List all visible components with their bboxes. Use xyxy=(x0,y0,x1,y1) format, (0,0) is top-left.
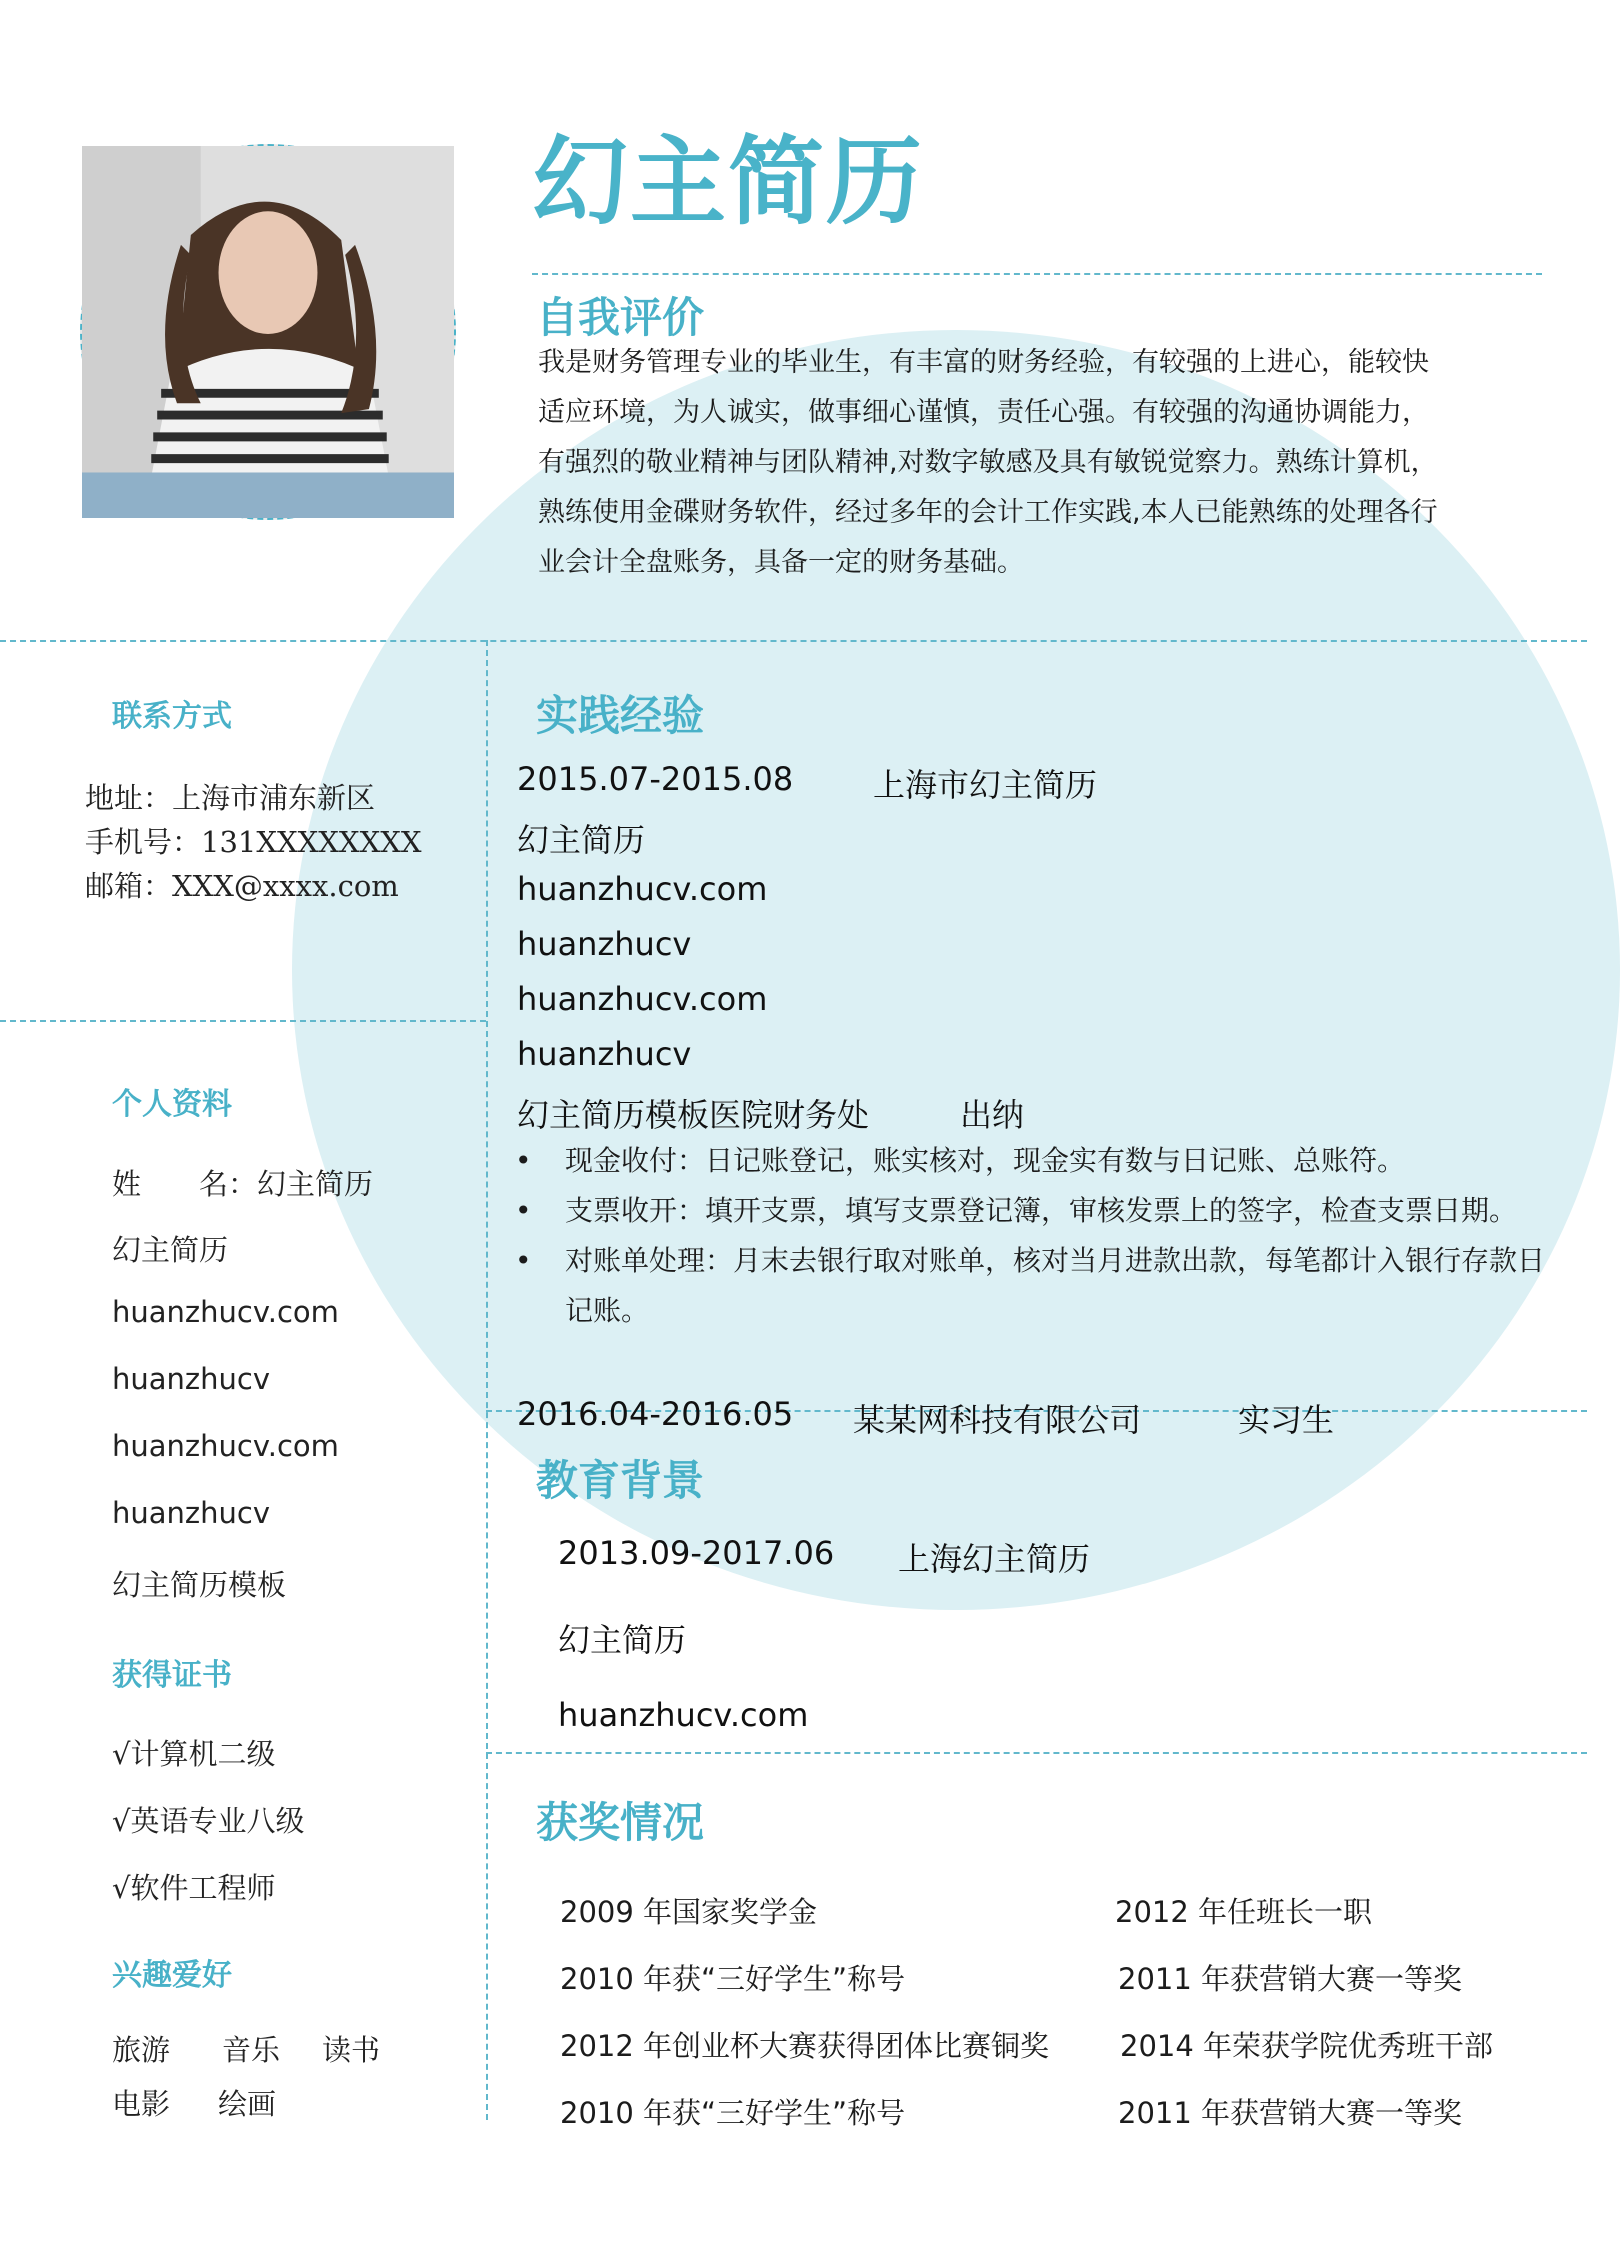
self-eval-line: 我是财务管理专业的毕业生，有丰富的财务经验，有较强的上进心，能较快 xyxy=(538,347,1429,378)
personal-item: 幻主简历模板 xyxy=(112,1568,287,1602)
contact-heading: 联系方式 xyxy=(112,699,232,734)
experience-duties xyxy=(515,1136,1545,1336)
divider-education-awards xyxy=(486,1752,1587,1754)
award-item: 2011 年获营销大赛一等奖 xyxy=(1118,2096,1463,2130)
profile-photo xyxy=(80,144,456,520)
personal-item: huanzhucv xyxy=(112,1362,270,1396)
personal-item: 幻主简历 xyxy=(112,1233,229,1267)
personal-heading: 个人资料 xyxy=(112,1087,232,1122)
experience-dept: 幻主简历模板医院财务处 xyxy=(517,1096,870,1134)
experience-date: 2015.07-2015.08 xyxy=(517,760,794,798)
experience-date: 2016.04-2016.05 xyxy=(517,1395,794,1433)
award-item: 2011 年获营销大赛一等奖 xyxy=(1118,1962,1463,1996)
experience-role: 出纳 xyxy=(960,1096,1025,1134)
certificate-item: √软件工程师 xyxy=(112,1871,276,1905)
experience-line: huanzhucv xyxy=(517,1035,692,1073)
education-extra: huanzhucv.com xyxy=(558,1696,809,1734)
award-item: 2010 年获“三好学生”称号 xyxy=(560,2096,906,2130)
experience-company: 某某网科技有限公司 xyxy=(853,1401,1142,1439)
education-major: 幻主简历 xyxy=(558,1621,687,1659)
self-eval-line: 有强烈的敬业精神与团队精神,对数字敏感及具有敏锐觉察力。熟练计算机， xyxy=(538,447,1438,478)
resume-title: 幻主简历 xyxy=(532,126,924,238)
experience-heading: 实践经验 xyxy=(536,691,705,740)
duty-item: • 现金收付：日记账登记，账实核对，现金实有数与日记账、总账符。 xyxy=(515,1136,1545,1186)
personal-name-row xyxy=(112,1162,373,1203)
education-heading: 教育背景 xyxy=(536,1456,705,1505)
personal-name-label: 姓 名： xyxy=(112,1167,258,1201)
personal-item: huanzhucv.com xyxy=(112,1429,339,1463)
award-item: 2009 年国家奖学金 xyxy=(560,1895,818,1929)
divider-vertical xyxy=(486,640,488,2120)
personal-name-value: 幻主简历 xyxy=(257,1167,374,1201)
duty-item: • 对账单处理：月末去银行取对账单，核对当月进款出款，每笔都计入银行存款日记账。 xyxy=(515,1236,1545,1336)
personal-item: huanzhucv.com xyxy=(112,1295,339,1329)
award-item: 2012 年创业杯大赛获得团体比赛铜奖 xyxy=(560,2029,1050,2063)
hobby-item: 音乐 xyxy=(222,2033,281,2067)
award-item: 2014 年荣获学院优秀班干部 xyxy=(1120,2029,1494,2063)
education-school: 上海幻主简历 xyxy=(898,1540,1091,1578)
self-eval-line: 适应环境，为人诚实，做事细心谨慎，责任心强。有较强的沟通协调能力， xyxy=(538,397,1429,428)
contact-phone: 手机号：131XXXXXXXX xyxy=(85,825,422,859)
self-eval-heading: 自我评价 xyxy=(536,293,705,342)
contact-email: 邮箱：XXX@xxxx.com xyxy=(85,869,399,903)
self-eval-line: 熟练使用金碟财务软件，经过多年的会计工作实践,本人已能熟练的处理各行 xyxy=(538,497,1438,528)
award-item: 2010 年获“三好学生”称号 xyxy=(560,1962,906,1996)
education-content xyxy=(520,1530,1520,1734)
experience-company: 上海市幻主简历 xyxy=(873,766,1098,804)
personal-item: huanzhucv xyxy=(112,1496,270,1530)
experience-line: huanzhucv.com xyxy=(517,980,768,1018)
certificate-item: √计算机二级 xyxy=(112,1737,276,1771)
self-eval-line: 业会计全盘账务，具备一定的财务基础。 xyxy=(538,547,1024,578)
contact-address: 地址：上海市浦东新区 xyxy=(85,781,376,815)
certificate-item: √英语专业八级 xyxy=(112,1804,305,1838)
duty-item: • 支票收开：填开支票，填写支票登记簿，审核发票上的签字，检查支票日期。 xyxy=(515,1186,1545,1236)
hobby-item: 旅游 xyxy=(112,2033,171,2067)
education-date: 2013.09-2017.06 xyxy=(558,1534,835,1572)
divider-upper xyxy=(0,640,1587,642)
divider-left-contact xyxy=(0,1020,486,1022)
experience-role: 实习生 xyxy=(1238,1401,1335,1439)
experience-line: huanzhucv.com xyxy=(517,870,768,908)
awards-heading: 获奖情况 xyxy=(536,1798,705,1847)
certificates-heading: 获得证书 xyxy=(112,1658,232,1693)
divider-top xyxy=(532,273,1542,275)
self-eval-text xyxy=(538,338,1558,588)
hobbies-heading: 兴趣爱好 xyxy=(112,1958,232,1993)
experience-line: 幻主简历 xyxy=(517,821,646,859)
hobby-item: 读书 xyxy=(322,2033,381,2067)
award-item: 2012 年任班长一职 xyxy=(1115,1895,1373,1929)
hobby-item: 电影 xyxy=(112,2087,171,2121)
hobby-item: 绘画 xyxy=(218,2087,277,2121)
experience-line: huanzhucv xyxy=(517,925,692,963)
